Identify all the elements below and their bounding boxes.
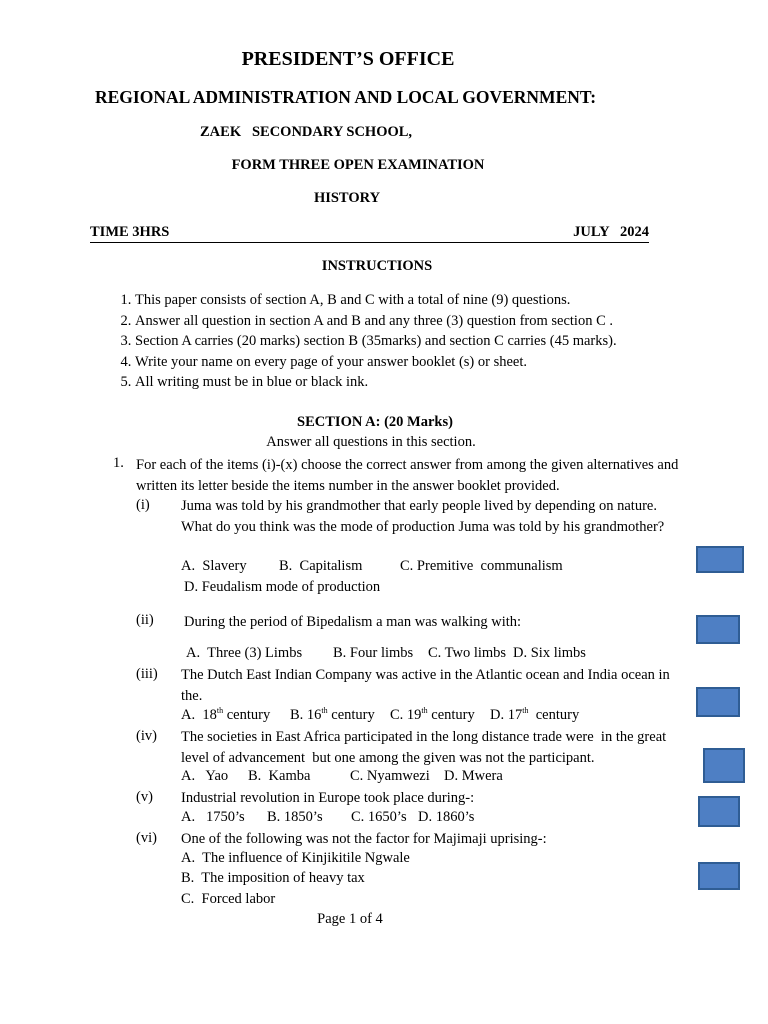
ministry-heading: REGIONAL ADMINISTRATION AND LOCAL GOVERNMENT: (95, 87, 597, 107)
question-text: For each of the items (i)-(x) choose the correct answer from among the given alternatives and written its letter beside the items number in the answer booklet provided. (136, 457, 679, 494)
option-a: A. Three (3) Limbs (186, 645, 303, 661)
item-number: (iv) (136, 728, 157, 744)
option-a: A. Slavery (181, 558, 247, 574)
item-number: (ii) (136, 612, 154, 628)
option-a: A. The influence of Kinjikitile Ngwale (181, 850, 410, 866)
option-a: A. Yao (181, 768, 229, 784)
option-b: B. The imposition of heavy tax (181, 870, 365, 886)
item-number: (iii) (136, 666, 158, 682)
answer-box[interactable] (698, 796, 740, 827)
option-a: A. 18th century (181, 706, 271, 723)
school-name: ZAEK SECONDARY SCHOOL, (200, 124, 413, 140)
item-question: The Dutch East Indian Company was active in the Atlantic ocean and India ocean in the. (181, 667, 670, 704)
instructions-title: INSTRUCTIONS (321, 258, 433, 274)
instruction-item: 5. All writing must be in blue or black ink. (135, 372, 617, 393)
option-d: D. Mwera (444, 768, 503, 784)
option-b: B. 1850’s (267, 809, 323, 825)
question-number: 1. (113, 455, 124, 471)
instruction-item: 2. Answer all question in section A and B and any three (3) question from section C . (135, 311, 617, 332)
office-heading: PRESIDENT’S OFFICE (241, 48, 455, 70)
instruction-item: 4. Write your name on every page of your answer booklet (s) or sheet. (135, 352, 617, 373)
instructions-list (90, 290, 617, 393)
subject-title: HISTORY (313, 190, 381, 206)
option-c: C. 19th century (390, 706, 475, 723)
option-c: C. Forced labor (181, 891, 276, 907)
item-question: The societies in East Africa participated in the long distance trade were in the great level of advancement but one among the given was not the participant. (181, 729, 670, 766)
option-b: B. Four limbs (333, 645, 414, 661)
item-number: (v) (136, 789, 153, 805)
item-question: Industrial revolution in Europe took place during-: (181, 790, 475, 806)
exam-date: JULY 2024 (573, 224, 649, 240)
section-a-subtitle: Answer all questions in this section. (266, 434, 476, 450)
option-b: B. Capitalism (279, 558, 363, 574)
option-c: C. 1650’s (351, 809, 407, 825)
option-d: D. Six limbs (513, 645, 586, 661)
answer-box[interactable] (696, 615, 740, 644)
option-c: C. Nyamwezi (350, 768, 430, 784)
option-d: D. Feudalism mode of production (184, 579, 381, 595)
option-d: D. 17th century (490, 706, 580, 723)
option-c: C. Two limbs (428, 645, 507, 661)
answer-box[interactable] (696, 687, 740, 717)
item-question: One of the following was not the factor for Majimaji uprising-: (181, 831, 547, 847)
answer-box[interactable] (696, 546, 744, 573)
answer-box[interactable] (703, 748, 745, 783)
option-c: C. Premitive communalism (400, 558, 563, 574)
page-number: Page 1 of 4 (317, 911, 383, 927)
item-number: (vi) (136, 830, 157, 846)
answer-box[interactable] (698, 862, 740, 890)
instruction-item: 1. This paper consists of section A, B and C with a total of nine (9) questions. (135, 290, 617, 311)
option-a: A. 1750’s (181, 809, 245, 825)
time-date-row (90, 224, 649, 243)
item-question: Juma was told by his grandmother that early people lived by depending on nature. What do you think was the mode of production Juma was told by his grandmother? (181, 498, 665, 535)
section-a-title: SECTION A: (20 Marks) (297, 414, 453, 430)
option-b: B. 16th century (290, 706, 375, 723)
option-b: B. Kamba (248, 768, 311, 784)
exam-title: FORM THREE OPEN EXAMINATION (231, 157, 485, 173)
item-question: During the period of Bipedalism a man was walking with: (184, 614, 522, 630)
exam-duration: TIME 3HRS (90, 224, 170, 240)
option-d: D. 1860’s (418, 809, 475, 825)
item-number: (i) (136, 497, 150, 513)
instruction-item: 3. Section A carries (20 marks) section B (35marks) and section C carries (45 marks). (135, 331, 617, 352)
